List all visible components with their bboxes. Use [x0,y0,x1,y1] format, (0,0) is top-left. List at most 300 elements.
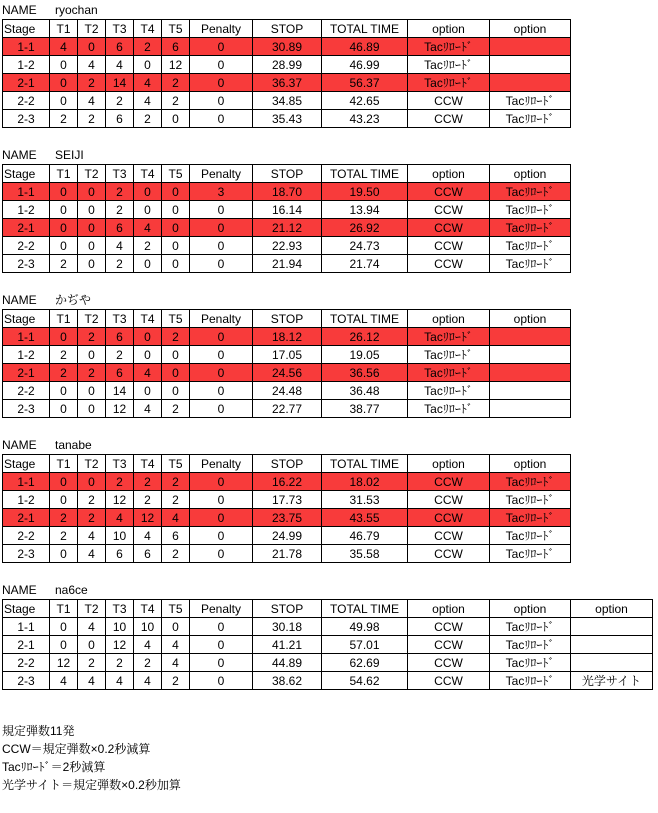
cell-stop: 35.43 [253,110,322,128]
column-header-stop: STOP [253,20,322,38]
cell-t4: 0 [134,255,162,273]
table-row [3,92,571,110]
cell-t1: 2 [50,509,78,527]
table-row-highlighted [3,219,571,237]
cell-stage: 2-3 [3,255,50,273]
cell-option-1: CCW [408,636,490,654]
table-row [3,346,571,364]
cell-penalty: 0 [190,38,253,56]
cell-t2: 2 [78,654,106,672]
player-tables [2,3,658,690]
column-header-total-time: TOTAL TIME [322,165,408,183]
table-row-highlighted [3,74,571,92]
table-row [3,618,653,636]
column-header-stop: STOP [253,165,322,183]
cell-t3: 2 [106,473,134,491]
cell-t4: 4 [134,219,162,237]
cell-option-1: Tacﾘﾛｰﾄﾞ [408,346,490,364]
cell-t2: 0 [78,400,106,418]
column-header-penalty: Penalty [190,455,253,473]
column-header-t5: T5 [162,455,190,473]
column-header-t2: T2 [78,455,106,473]
cell-t3: 4 [106,672,134,690]
cell-total-time: 18.02 [322,473,408,491]
cell-option-2 [490,382,571,400]
cell-stop: 22.93 [253,237,322,255]
player-name: tanabe [55,438,92,452]
column-header-option-2: option [490,20,571,38]
table-row [3,400,571,418]
cell-t1: 0 [50,183,78,201]
cell-option-1: CCW [408,255,490,273]
cell-t4: 4 [134,400,162,418]
cell-stage: 1-2 [3,201,50,219]
cell-option-1: Tacﾘﾛｰﾄﾞ [408,56,490,74]
cell-total-time: 26.92 [322,219,408,237]
player-name-line [2,148,658,164]
cell-stop: 17.05 [253,346,322,364]
table-row-highlighted [3,38,571,56]
table-row [3,545,571,563]
legend-line-optical-sight: 光学サイト＝規定弾数×0.2秒加算 [2,778,181,792]
cell-t5: 0 [162,382,190,400]
cell-t5: 2 [162,400,190,418]
cell-penalty: 0 [190,237,253,255]
cell-total-time: 42.65 [322,92,408,110]
results-table [2,309,571,418]
cell-stop: 30.89 [253,38,322,56]
cell-t4: 0 [134,382,162,400]
column-header-t5: T5 [162,310,190,328]
header-row [3,455,571,473]
column-header-total-time: TOTAL TIME [322,20,408,38]
column-header-option-1: option [408,310,490,328]
table-row-highlighted [3,183,571,201]
column-header-stop: STOP [253,310,322,328]
cell-penalty: 3 [190,183,253,201]
cell-total-time: 36.48 [322,382,408,400]
cell-stop: 21.78 [253,545,322,563]
header-row [3,165,571,183]
table-row [3,672,653,690]
cell-option-2: Tacﾘﾛｰﾄﾞ [490,527,571,545]
cell-t1: 4 [50,38,78,56]
cell-stop: 30.18 [253,618,322,636]
cell-option-1: Tacﾘﾛｰﾄﾞ [408,328,490,346]
cell-t2: 0 [78,183,106,201]
cell-t4: 2 [134,491,162,509]
cell-penalty: 0 [190,219,253,237]
table-row [3,255,571,273]
cell-penalty: 0 [190,382,253,400]
cell-stage: 1-1 [3,618,50,636]
cell-total-time: 13.94 [322,201,408,219]
table-row [3,527,571,545]
cell-t2: 4 [78,545,106,563]
cell-t4: 0 [134,56,162,74]
cell-penalty: 0 [190,92,253,110]
cell-t2: 0 [78,382,106,400]
cell-total-time: 31.53 [322,491,408,509]
cell-t3: 6 [106,38,134,56]
player-name-line [2,293,658,309]
cell-t5: 0 [162,618,190,636]
cell-option-3: 光学サイト [571,672,653,690]
cell-stop: 18.12 [253,328,322,346]
cell-option-2: Tacﾘﾛｰﾄﾞ [490,545,571,563]
cell-t5: 4 [162,636,190,654]
cell-option-3 [571,618,653,636]
cell-penalty: 0 [190,201,253,219]
cell-t2: 4 [78,527,106,545]
cell-stage: 1-2 [3,491,50,509]
cell-stage: 2-2 [3,92,50,110]
name-label: NAME [2,148,37,162]
cell-t3: 2 [106,201,134,219]
cell-option-1: Tacﾘﾛｰﾄﾞ [408,364,490,382]
column-header-stop: STOP [253,455,322,473]
cell-penalty: 0 [190,56,253,74]
column-header-t1: T1 [50,20,78,38]
cell-option-2: Tacﾘﾛｰﾄﾞ [490,654,571,672]
column-header-t2: T2 [78,310,106,328]
cell-t1: 0 [50,74,78,92]
player-name-line [2,438,658,454]
cell-option-2: Tacﾘﾛｰﾄﾞ [490,473,571,491]
cell-stop: 21.12 [253,219,322,237]
cell-t5: 0 [162,255,190,273]
cell-option-2: Tacﾘﾛｰﾄﾞ [490,672,571,690]
cell-t4: 10 [134,618,162,636]
cell-option-1: Tacﾘﾛｰﾄﾞ [408,400,490,418]
cell-t3: 6 [106,219,134,237]
cell-t3: 10 [106,618,134,636]
cell-t3: 6 [106,328,134,346]
cell-stage: 2-2 [3,237,50,255]
cell-option-2 [490,328,571,346]
cell-t2: 0 [78,219,106,237]
results-table [2,19,571,128]
cell-t5: 4 [162,654,190,672]
column-header-t5: T5 [162,165,190,183]
cell-t3: 6 [106,110,134,128]
cell-option-1: CCW [408,473,490,491]
column-header-total-time: TOTAL TIME [322,600,408,618]
cell-t1: 0 [50,201,78,219]
cell-t1: 12 [50,654,78,672]
cell-stage: 2-1 [3,74,50,92]
player-name: ryochan [55,3,98,17]
cell-stop: 38.62 [253,672,322,690]
column-header-penalty: Penalty [190,310,253,328]
cell-t4: 0 [134,346,162,364]
cell-t4: 2 [134,654,162,672]
cell-option-2: Tacﾘﾛｰﾄﾞ [490,255,571,273]
cell-t2: 4 [78,56,106,74]
cell-t4: 12 [134,509,162,527]
cell-t3: 4 [106,237,134,255]
cell-option-3 [571,654,653,672]
cell-total-time: 46.89 [322,38,408,56]
cell-option-1: CCW [408,110,490,128]
column-header-t1: T1 [50,165,78,183]
cell-t2: 2 [78,491,106,509]
cell-option-2: Tacﾘﾛｰﾄﾞ [490,219,571,237]
cell-stop: 21.94 [253,255,322,273]
table-row [3,237,571,255]
cell-penalty: 0 [190,618,253,636]
cell-t3: 2 [106,255,134,273]
column-header-t3: T3 [106,20,134,38]
cell-stage: 2-3 [3,400,50,418]
cell-t4: 2 [134,38,162,56]
cell-t3: 12 [106,400,134,418]
cell-penalty: 0 [190,255,253,273]
cell-total-time: 24.73 [322,237,408,255]
cell-t1: 0 [50,237,78,255]
column-header-stage: Stage [3,165,50,183]
table-row-highlighted [3,509,571,527]
cell-t3: 2 [106,183,134,201]
cell-t1: 2 [50,110,78,128]
cell-penalty: 0 [190,509,253,527]
cell-t2: 0 [78,237,106,255]
cell-option-2: Tacﾘﾛｰﾄﾞ [490,491,571,509]
column-header-option-1: option [408,600,490,618]
cell-t2: 4 [78,92,106,110]
column-header-option-2: option [490,310,571,328]
cell-total-time: 43.55 [322,509,408,527]
cell-t3: 14 [106,74,134,92]
cell-penalty: 0 [190,473,253,491]
cell-penalty: 0 [190,346,253,364]
column-header-t3: T3 [106,310,134,328]
column-header-stage: Stage [3,20,50,38]
player-name: SEIJI [55,148,84,162]
cell-total-time: 49.98 [322,618,408,636]
cell-stop: 24.99 [253,527,322,545]
cell-total-time: 36.56 [322,364,408,382]
cell-t4: 4 [134,74,162,92]
table-row [3,382,571,400]
cell-t3: 6 [106,545,134,563]
cell-stop: 28.99 [253,56,322,74]
cell-total-time: 62.69 [322,654,408,672]
cell-penalty: 0 [190,328,253,346]
cell-stage: 2-1 [3,509,50,527]
cell-t1: 0 [50,618,78,636]
column-header-t5: T5 [162,20,190,38]
table-row [3,201,571,219]
cell-penalty: 0 [190,654,253,672]
cell-t3: 14 [106,382,134,400]
cell-stage: 1-1 [3,473,50,491]
column-header-t4: T4 [134,310,162,328]
table-row [3,110,571,128]
cell-penalty: 0 [190,110,253,128]
cell-t4: 0 [134,183,162,201]
column-header-option-1: option [408,165,490,183]
cell-option-1: CCW [408,527,490,545]
cell-t4: 6 [134,545,162,563]
column-header-option-1: option [408,455,490,473]
cell-t2: 2 [78,110,106,128]
cell-stop: 18.70 [253,183,322,201]
cell-option-2 [490,74,571,92]
player-block [2,3,658,128]
column-header-t3: T3 [106,165,134,183]
cell-t5: 2 [162,672,190,690]
cell-stop: 34.85 [253,92,322,110]
cell-option-2: Tacﾘﾛｰﾄﾞ [490,237,571,255]
column-header-t3: T3 [106,600,134,618]
cell-t2: 2 [78,74,106,92]
cell-option-1: CCW [408,509,490,527]
cell-t3: 10 [106,527,134,545]
cell-stop: 36.37 [253,74,322,92]
cell-total-time: 26.12 [322,328,408,346]
cell-option-2 [490,400,571,418]
cell-t3: 6 [106,364,134,382]
cell-option-2 [490,346,571,364]
cell-t1: 0 [50,92,78,110]
cell-stop: 22.77 [253,400,322,418]
cell-total-time: 46.99 [322,56,408,74]
player-name-line [2,3,658,19]
cell-stage: 1-2 [3,346,50,364]
cell-t2: 0 [78,636,106,654]
cell-option-2: Tacﾘﾛｰﾄﾞ [490,110,571,128]
table-row-highlighted [3,364,571,382]
cell-t5: 6 [162,527,190,545]
column-header-t4: T4 [134,455,162,473]
header-row [3,20,571,38]
cell-stage: 2-3 [3,672,50,690]
name-label: NAME [2,293,37,307]
cell-t1: 2 [50,364,78,382]
cell-t5: 0 [162,110,190,128]
column-header-total-time: TOTAL TIME [322,455,408,473]
cell-penalty: 0 [190,636,253,654]
cell-option-2 [490,38,571,56]
header-row [3,310,571,328]
cell-option-1: CCW [408,183,490,201]
cell-penalty: 0 [190,527,253,545]
cell-option-2: Tacﾘﾛｰﾄﾞ [490,183,571,201]
cell-option-1: CCW [408,92,490,110]
cell-stage: 2-2 [3,654,50,672]
cell-total-time: 57.01 [322,636,408,654]
cell-t2: 2 [78,509,106,527]
cell-t5: 4 [162,509,190,527]
cell-stage: 1-1 [3,328,50,346]
legend-line-tac-reload: Tacﾘﾛｰﾄﾞ＝2秒減算 [2,760,106,774]
cell-penalty: 0 [190,74,253,92]
column-header-t4: T4 [134,600,162,618]
cell-t5: 0 [162,346,190,364]
cell-t1: 0 [50,56,78,74]
cell-stop: 23.75 [253,509,322,527]
cell-stage: 2-1 [3,636,50,654]
table-row [3,491,571,509]
column-header-t1: T1 [50,600,78,618]
cell-total-time: 38.77 [322,400,408,418]
cell-penalty: 0 [190,364,253,382]
cell-t4: 4 [134,92,162,110]
cell-stage: 2-1 [3,364,50,382]
column-header-t2: T2 [78,600,106,618]
cell-option-1: Tacﾘﾛｰﾄﾞ [408,382,490,400]
cell-t2: 2 [78,364,106,382]
cell-option-1: Tacﾘﾛｰﾄﾞ [408,38,490,56]
cell-t5: 0 [162,201,190,219]
cell-t3: 4 [106,509,134,527]
cell-t4: 2 [134,110,162,128]
cell-t5: 0 [162,364,190,382]
cell-t2: 2 [78,328,106,346]
column-header-t1: T1 [50,310,78,328]
cell-t2: 0 [78,255,106,273]
cell-option-1: CCW [408,201,490,219]
cell-total-time: 35.58 [322,545,408,563]
cell-option-1: CCW [408,491,490,509]
cell-t2: 0 [78,473,106,491]
column-header-option-1: option [408,20,490,38]
cell-stage: 1-2 [3,56,50,74]
column-header-t1: T1 [50,455,78,473]
cell-t2: 0 [78,346,106,364]
cell-option-1: CCW [408,672,490,690]
cell-option-2: Tacﾘﾛｰﾄﾞ [490,92,571,110]
player-block [2,438,658,563]
column-header-stage: Stage [3,600,50,618]
column-header-stage: Stage [3,310,50,328]
cell-t5: 0 [162,183,190,201]
cell-stage: 2-2 [3,382,50,400]
cell-t5: 2 [162,545,190,563]
cell-t4: 4 [134,636,162,654]
cell-option-2: Tacﾘﾛｰﾄﾞ [490,509,571,527]
cell-option-2 [490,364,571,382]
results-table [2,599,653,690]
cell-option-1: CCW [408,618,490,636]
cell-t4: 0 [134,328,162,346]
player-name: na6ce [55,583,88,597]
cell-option-2: Tacﾘﾛｰﾄﾞ [490,636,571,654]
table-row [3,654,653,672]
cell-t4: 4 [134,364,162,382]
column-header-penalty: Penalty [190,165,253,183]
table-row [3,636,653,654]
cell-t4: 0 [134,201,162,219]
cell-stop: 44.89 [253,654,322,672]
cell-total-time: 43.23 [322,110,408,128]
cell-total-time: 19.50 [322,183,408,201]
name-label: NAME [2,583,37,597]
player-name-line [2,583,658,599]
cell-t3: 2 [106,654,134,672]
cell-t5: 0 [162,237,190,255]
cell-t1: 0 [50,473,78,491]
cell-stop: 16.14 [253,201,322,219]
column-header-t4: T4 [134,20,162,38]
column-header-option-2: option [490,165,571,183]
cell-stop: 41.21 [253,636,322,654]
cell-t3: 4 [106,56,134,74]
results-table [2,164,571,273]
column-header-total-time: TOTAL TIME [322,310,408,328]
cell-t1: 0 [50,400,78,418]
